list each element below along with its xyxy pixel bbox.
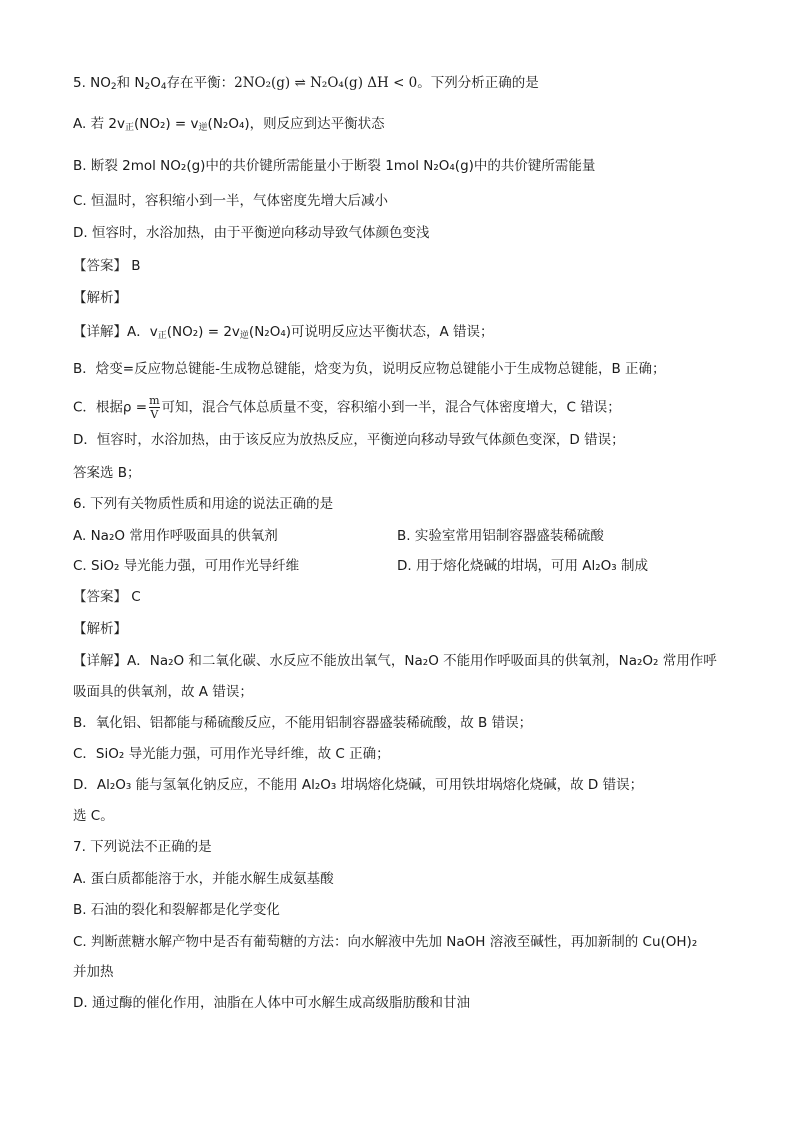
q6-option-a: A. Na₂O 常用作呼吸面具的供氧剂 — [73, 528, 278, 544]
q6-conclusion: 选 C。 — [73, 808, 114, 824]
q5-stem-part: 5. NO — [73, 75, 111, 91]
fraction-numerator: m — [149, 394, 160, 407]
q5-option-c: C. 恒温时，容积缩小到一半，气体密度先增大后减小 — [73, 193, 389, 209]
q5-option-a-part: (N₂O₄)，则反应到达平衡状态 — [207, 116, 385, 132]
q6-answer — [73, 588, 141, 606]
detail-part: (N₂O₄)可说明反应达平衡状态，A 错误； — [248, 324, 494, 340]
q5-analysis-tag: 【解析】 — [73, 290, 127, 306]
q5-detail-b: B．焓变=反应物总键能-生成物总键能，焓变为负，说明反应物总键能小于生成物总键能，B 正确； — [73, 361, 666, 377]
q5-detail-c — [73, 395, 621, 420]
q5-conclusion: 答案选 B； — [73, 465, 141, 481]
q7-option-c-line1: C. 判断蔗糖水解产物中是否有葡萄糖的方法：向水解液中先加 NaOH 溶液至碱性，再加新制的 Cu(OH)₂ — [73, 934, 698, 950]
q6-detail-a-line1: 【详解】A．Na₂O 和二氧化碳、水反应不能放出氧气，Na₂O 不能用作呼吸面具的供氧剂，Na₂O₂ 常用作呼 — [73, 653, 717, 669]
answer-tag: 【答案】 — [73, 258, 127, 274]
q5-stem: 5. $NO_2$和 $N_2O_4$存在平衡：2NO₂(g) ⇌ N₂O₄(g) ΔH < 0。下列分析正确的是 — [73, 75, 539, 92]
answer-value: B — [131, 258, 141, 274]
q5-stem-part: 和 N — [116, 75, 145, 91]
q5-option-a-part: A. 若 2v — [73, 116, 125, 132]
answer-value: C — [131, 589, 141, 605]
q7-option-d: D. 通过酶的催化作用，油脂在人体中可水解生成高级脂肪酸和甘油 — [73, 995, 470, 1011]
q5-option-a — [73, 115, 385, 133]
q5-stem-part: O — [150, 75, 161, 91]
detail-part: C．根据ρ = — [73, 399, 148, 416]
q5-answer — [73, 257, 141, 275]
q5-detail-a — [73, 323, 494, 341]
detail-part: (NO₂) = 2v — [166, 324, 240, 340]
q6-option-c: C. SiO₂ 导光能力强，可用作光导纤维 — [73, 558, 300, 574]
fraction-denominator: V — [150, 408, 159, 421]
q7-option-a: A. 蛋白质都能溶于水，并能水解生成氨基酸 — [73, 871, 334, 887]
q6-option-d: D. 用于熔化烧碱的坩埚，可用 Al₂O₃ 制成 — [397, 558, 648, 574]
q6-option-b: B. 实验室常用铝制容器盛装稀硫酸 — [397, 528, 604, 544]
q6-detail-b: B．氧化铝、铝都能与稀硫酸反应，不能用铝制容器盛装稀硫酸，故 B 错误； — [73, 715, 533, 731]
answer-tag: 【答案】 — [73, 589, 127, 605]
q5-detail-d: D．恒容时，水浴加热，由于该反应为放热反应，平衡逆向移动导致气体颜色变深，D 错误； — [73, 432, 625, 448]
density-fraction — [149, 395, 159, 420]
q6-analysis-tag: 【解析】 — [73, 621, 127, 637]
q6-detail-a-line2: 吸面具的供氧剂，故 A 错误； — [73, 684, 253, 700]
detail-part: 【详解】A．v — [73, 324, 158, 340]
detail-part: 可知，混合气体总质量不变，容积缩小到一半，混合气体密度增大，C 错误； — [161, 399, 621, 416]
subscript: 正 — [157, 331, 167, 341]
q7-option-c-line2: 并加热 — [73, 964, 114, 980]
subscript: 逆 — [239, 331, 249, 341]
subscript: 正 — [124, 123, 134, 133]
q6-detail-c: C．SiO₂ 导光能力强，可用作光导纤维，故 C 正确； — [73, 746, 390, 762]
q7-option-b: B. 石油的裂化和裂解都是化学变化 — [73, 902, 280, 918]
q5-option-a-part: (NO₂) = v — [133, 116, 199, 132]
q6-detail-d: D．Al₂O₃ 能与氢氧化钠反应，不能用 Al₂O₃ 坩埚熔化烧碱，可用铁坩埚熔化烧碱，故 D 错误； — [73, 777, 644, 793]
q7-stem: 7. 下列说法不正确的是 — [73, 839, 212, 855]
q5-equation: 2NO₂(g) ⇌ N₂O₄(g) ΔH < 0 — [234, 75, 418, 91]
subscript: 逆 — [198, 123, 208, 133]
q5-stem-part: 存在平衡： — [166, 75, 235, 91]
q6-stem: 6. 下列有关物质性质和用途的说法正确的是 — [73, 496, 334, 512]
q5-option-d: D. 恒容时，水浴加热，由于平衡逆向移动导致气体颜色变浅 — [73, 225, 430, 241]
q5-option-b: B. 断裂 2mol NO₂(g)中的共价键所需能量小于断裂 1mol N₂O₄(g)中的共价键所需能量 — [73, 158, 596, 174]
q5-stem-part: 。下列分析正确的是 — [417, 75, 539, 91]
